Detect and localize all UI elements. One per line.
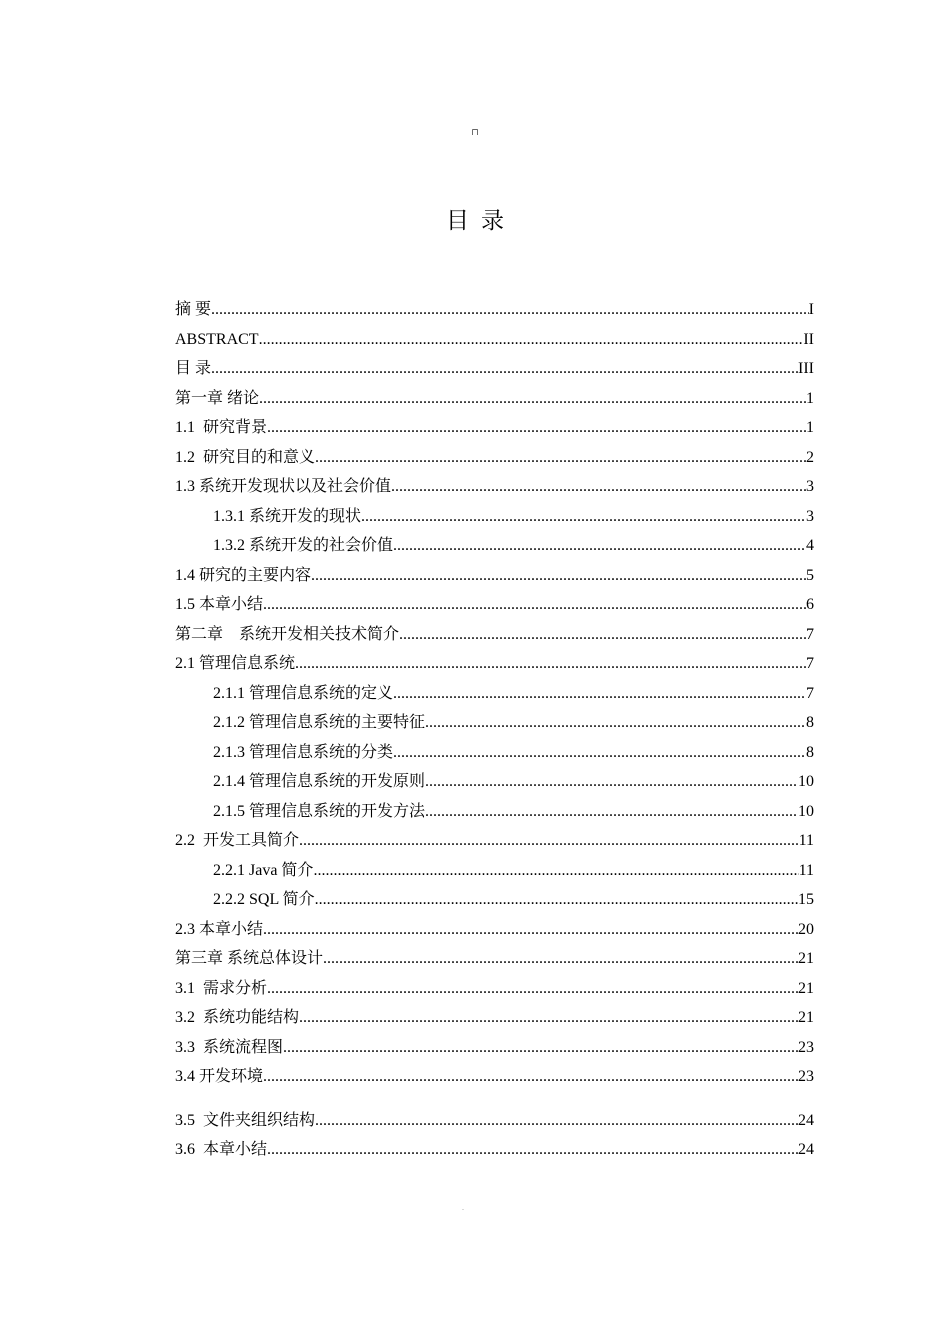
toc-dot-leader: [315, 885, 798, 915]
toc-entry-label: 第二章 系统开发相关技术简介: [175, 625, 400, 643]
toc-entry[interactable]: [175, 767, 814, 797]
toc-entry[interactable]: [175, 1003, 814, 1033]
toc-dot-leader: [315, 1106, 798, 1136]
toc-entry-label: 2.1.4 管理信息系统的开发原则: [213, 773, 426, 790]
toc-entry[interactable]: [175, 620, 814, 650]
toc-entry-page-number: 1: [806, 419, 814, 436]
toc-entry-page-number: 8: [806, 714, 814, 731]
toc-entry[interactable]: [175, 708, 814, 738]
toc-entry-label: 2.3 本章小结: [175, 920, 264, 938]
toc-entry[interactable]: [175, 856, 814, 886]
toc-entry-page-number: 15: [798, 891, 814, 908]
toc-dot-leader: [393, 738, 806, 768]
page-header-mark: ⊓: [471, 127, 479, 137]
toc-dot-leader: [299, 1003, 798, 1033]
toc-entry[interactable]: [175, 915, 814, 945]
toc-entry[interactable]: [175, 443, 814, 473]
toc-dot-leader: [311, 561, 806, 591]
toc-dot-leader: [391, 472, 806, 502]
toc-dot-leader: [315, 443, 806, 473]
table-of-contents: [175, 295, 814, 1165]
toc-entry-page-number: 24: [798, 1111, 814, 1129]
toc-entry-label: 1.1 研究背景: [175, 419, 268, 436]
toc-dot-leader: [425, 708, 806, 738]
toc-entry-page-number: 24: [798, 1141, 814, 1158]
toc-entry[interactable]: [175, 974, 814, 1004]
toc-entry-label: 1.3.1 系统开发的现状: [213, 507, 362, 525]
toc-dot-leader: [361, 502, 806, 532]
toc-entry-label: 2.1.1 管理信息系统的定义: [213, 684, 394, 702]
toc-entry-label: 3.5 文件夹组织结构: [175, 1111, 316, 1129]
toc-entry-page-number: 4: [806, 537, 814, 554]
toc-dot-leader: [267, 974, 798, 1004]
toc-entry[interactable]: [175, 738, 814, 768]
toc-entry[interactable]: [175, 649, 814, 679]
toc-dot-leader: [323, 944, 798, 974]
toc-dot-leader: [259, 325, 804, 355]
toc-entry-page-number: 3: [806, 478, 814, 495]
toc-entry[interactable]: [175, 413, 814, 443]
toc-entry[interactable]: [175, 472, 814, 502]
toc-dot-leader: [393, 531, 806, 561]
toc-entry[interactable]: [175, 384, 814, 414]
toc-entry-label: 2.1.2 管理信息系统的主要特征: [213, 714, 426, 731]
toc-entry-label: 1.2 研究目的和意义: [175, 448, 316, 466]
toc-entry[interactable]: [175, 590, 814, 620]
toc-entry-page-number: I: [808, 301, 814, 318]
toc-entry[interactable]: [175, 561, 814, 591]
toc-dot-leader: [393, 679, 806, 709]
toc-entry-page-number: 8: [806, 743, 814, 761]
toc-entry[interactable]: [175, 797, 814, 827]
toc-dot-leader: [263, 915, 798, 945]
toc-entry-page-number: 11: [798, 861, 814, 879]
toc-entry-page-number: 21: [798, 1009, 814, 1026]
toc-entry-label: 1.3 系统开发现状以及社会价值: [175, 478, 392, 495]
toc-dot-leader: [399, 620, 806, 650]
toc-entry-label: 3.6 本章小结: [175, 1141, 268, 1158]
toc-entry[interactable]: [175, 1135, 814, 1165]
toc-entry-page-number: 21: [798, 950, 814, 967]
toc-entry-label: 3.1 需求分析: [175, 979, 268, 997]
toc-entry-label: 3.2 系统功能结构: [175, 1009, 300, 1026]
toc-entry-label: 2.2 开发工具简介: [175, 832, 300, 849]
toc-entry-label: 3.3 系统流程图: [175, 1038, 284, 1056]
toc-entry-page-number: 20: [798, 920, 814, 938]
toc-entry-label: 1.3.2 系统开发的社会价值: [213, 537, 394, 554]
toc-dot-leader: [259, 384, 806, 414]
toc-entry-page-number: II: [803, 330, 814, 348]
toc-entry[interactable]: [175, 502, 814, 532]
toc-entry-label: 1.4 研究的主要内容: [175, 566, 312, 584]
toc-dot-leader: [313, 856, 798, 886]
toc-dot-leader: [425, 797, 798, 827]
toc-entry-page-number: 2: [806, 448, 814, 466]
toc-entry-page-number: III: [798, 360, 814, 377]
toc-dot-leader: [263, 590, 806, 620]
toc-entry-label: 第一章 绪论: [175, 389, 260, 407]
toc-dot-leader: [263, 1062, 798, 1092]
toc-entry[interactable]: [175, 295, 814, 325]
toc-entry[interactable]: [175, 679, 814, 709]
toc-entry-label: 2.1 管理信息系统: [175, 655, 296, 672]
toc-dot-leader: [299, 826, 799, 856]
toc-entry-label: 2.2.2 SQL 简介: [213, 891, 315, 908]
toc-entry-label: ABSTRACT: [175, 330, 259, 348]
toc-entry[interactable]: [175, 885, 814, 915]
toc-dot-leader: [267, 1135, 798, 1165]
toc-entry-label: 第三章 系统总体设计: [175, 950, 324, 967]
toc-entry[interactable]: [175, 325, 814, 355]
toc-entry[interactable]: [175, 944, 814, 974]
toc-entry-page-number: 23: [798, 1068, 814, 1085]
toc-dot-leader: [211, 295, 809, 325]
toc-entry-page-number: 6: [806, 596, 814, 613]
toc-entry-page-number: 10: [798, 802, 814, 820]
toc-entry[interactable]: [175, 826, 814, 856]
toc-entry[interactable]: [175, 1062, 814, 1092]
toc-entry-label: 3.4 开发环境: [175, 1068, 264, 1085]
toc-entry-page-number: 5: [806, 566, 814, 584]
toc-dot-leader: [267, 413, 806, 443]
toc-entry-page-number: 1: [806, 389, 814, 407]
toc-entry-page-number: 7: [806, 625, 814, 643]
toc-entry[interactable]: [175, 1033, 814, 1063]
toc-entry-label: 目 录: [175, 360, 212, 377]
toc-entry[interactable]: [175, 531, 814, 561]
toc-dot-leader: [425, 767, 798, 797]
toc-entry-label: 2.2.1 Java 简介: [213, 861, 314, 879]
toc-entry-page-number: 3: [806, 507, 814, 525]
toc-dot-leader: [211, 354, 798, 384]
toc-entry-page-number: 23: [798, 1038, 814, 1056]
toc-entry-label: 摘 要: [175, 301, 212, 318]
toc-entry[interactable]: [175, 1106, 814, 1136]
toc-entry-page-number: 7: [806, 655, 814, 672]
toc-entry-page-number: 11: [798, 832, 814, 849]
toc-entry-page-number: 21: [798, 979, 814, 997]
toc-dot-leader: [283, 1033, 798, 1063]
toc-entry[interactable]: [175, 354, 814, 384]
toc-entry-label: 1.5 本章小结: [175, 596, 264, 613]
page-title: 目录: [446, 208, 516, 233]
toc-dot-leader: [295, 649, 806, 679]
toc-entry-label: 2.1.3 管理信息系统的分类: [213, 743, 394, 761]
toc-entry-page-number: 7: [806, 684, 814, 702]
toc-entry-page-number: 10: [798, 773, 814, 790]
page-footer-mark: -: [462, 1207, 464, 1213]
toc-entry-label: 2.1.5 管理信息系统的开发方法: [213, 802, 426, 820]
